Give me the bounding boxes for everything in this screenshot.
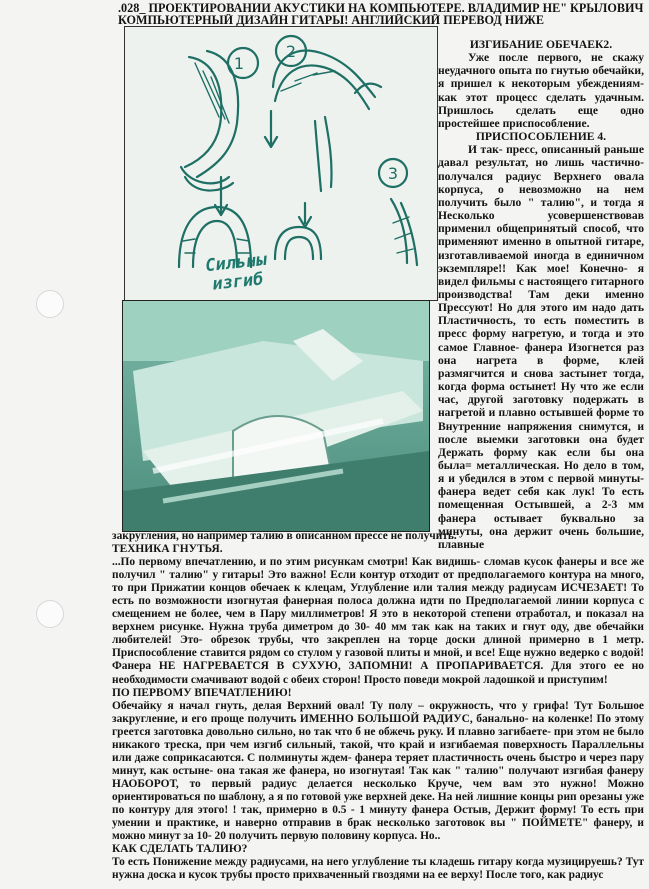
step-label-2: 2	[285, 42, 297, 61]
document-header	[118, 2, 648, 26]
heading-fixture: ПРИСПОСОБЛЕНИЕ 4.	[475, 130, 607, 144]
paragraph-waist: То есть Понижение между радиусами, на него углубление ты кладешь гитару когда музицируешь? Тут нужна доска и кусок трубы просто прихваченный гвоздями на ее верху! После того, как радиус	[112, 856, 644, 882]
caption-line-2: изгиб	[211, 269, 265, 295]
continuation-line: закругления, но например талию в описанном прессе не получить.	[112, 530, 457, 542]
heading-waist: КАК СДЕЛАТЬ ТАЛИЮ?	[112, 843, 248, 856]
step-label-3: 3	[387, 164, 399, 183]
step-label-1: 1	[233, 54, 245, 73]
workshop-photo	[122, 300, 430, 532]
paragraph-fixture: И так- пресс, описанный раньше давал результат, но лишь частично- получался радиус Верхнего овала корпуса, о невозможно на нем получить было " талию", и тогда я Несколько усовершенствовав применил общепринятый способ, что применяют именно в опытной гитаре, изготавливаемой иногда в единичном экземпляре!! Как мое! Конечно- я видел фильмы с настоящего гитарного производства! Там деки именно Прессуют! Но для этого им надо дать Пластичность, то есть поместить в пресс форму нагретую, и тогда и это самое Главное- фанера Изогнется раз она нагрета в форме, клей размягчится и снова застынет тогда, когда форма остынет! Ну что же если час, другой заготовку подержать в нагретой и плавно остывшей форме то Внутренние напряжения снимутся, и после выемки заготовки она будет Держать форму как если бы она была= металлическая. Но дело в том, я и убедился в этом с первой минуты- фанера ведет себя как лук! То есть помещенная Остывшей, а 2-3 мм фанера остывает буквально за минуты, она держит очень большие, плавные	[438, 143, 644, 551]
punch-hole-top	[36, 290, 64, 318]
punch-hole-bottom	[36, 600, 64, 628]
heading-first-impression: ПО ПЕРВОМУ ВПЕЧАТЛЕНИЮ!	[112, 686, 292, 699]
workshop-photo-drawing	[123, 301, 429, 531]
right-column-text	[438, 38, 644, 551]
paragraph-technique: ...По первому впечатлению, и по этим рисункам смотри! Как видишь- сломав кусок фанеры и все же получил " талию" у гитары! Это важно! Если контур отходит от предполагаемого контура на много, то при Прижатии концов обечаек к клецам, Углубление или талия между радиусам ИСЧЕЗАЕТ! То есть по возможности изогнутая фанерная полоса должна идти по Предполагаемой линии корпуса с смещением не более, чем в Пару миллиметров! Я это в некоторой степени отработал, и показал на верхнем рисунке. Нужна труба диметром до 30- 40 мм так как на таких и гнут оду, две обечайки любителей! Это- обрезок трубы, что закреплен на торце доски длиной примерно в 1 метр. Приспособление ставится рядом со стулом у газовой плиты и мной, и все! Еще нужно ведерко с водой! Фанера НЕ НАГРЕВАЕТСЯ В СУХУЮ, ЗАПОМНИ! А ПРОПАРИВАЕТСЯ. Для этого ее но необходимости смачивают водой с обеих сторон! Просто поведи мокрой ладошкой и приступим!	[112, 556, 644, 686]
heading-bending: ИЗГИБАНИЕ ОБЕЧАЕК2.	[469, 38, 613, 51]
header-line-2: КОМПЬЮТЕРНЫЙ ДИЗАЙН ГИТАРЫ! АНГЛИЙСКИЙ ПЕРЕВОД НИЖЕ	[118, 14, 544, 26]
caption-line-1: Сильны	[204, 249, 268, 277]
paragraph-bending: Уже после первого, не скажу неудачного опыта по гнутью обечайки, я пришел к некоторым убеждениям- как этот процесс сделать удачным. Пришлось сделать еще одно простейшее приспособление.	[438, 51, 644, 130]
heading-technique: ТЕХНИКА ГНУТЬЯ.	[112, 543, 223, 556]
bottom-text	[112, 530, 644, 882]
paragraph-first-impression: Обечайку я начал гнуть, делая Верхний овал! Ту полу – окружность, что у грифа! Тут Большое закругление, и его проще получить ИМЕННО БОЛЬШОЙ РАДИУС, банально- на коленке! По этому греется заготовка довольно сильно, но так что б не обжечь руку. И плавно загибаете- при этом не было никакого треска, при чем изгиб сильный, такой, что край и изгибаемая поверхность Параллельны или даже соприкасаются. С полминуты ждем- фанера теряет пластичность очень быстро и через пару минут, как остыне- она такая же фанера, но изогнутая! Так как " талию" получают изгибая фанеру НАОБОРОТ, то первый радиус делается несколько Круче, чем вам это нужно! Можно ориентироваться по шаблону, а я по готовой уже верхней деке. На ней лишние концы рип орезаны уже по контуру для этого! ! так, примерно в 0.5 - 1 минуту фанера Остыв, Держит форму! То есть при умении и практике, и наверно отправив в брак несколько заготовок вы " ПОЙМЕТЕ" фанеру, и можно минут за 10- 20 получить первую половину корпуса. Но..	[112, 699, 644, 843]
header-line-1: .028_ ПРОЕКТИРОВАНИИ АКУСТИКИ НА КОМПЬЮТЕРЕ. ВЛАДИМИР НЕ" КРЫЛОВИЧ	[118, 2, 644, 14]
